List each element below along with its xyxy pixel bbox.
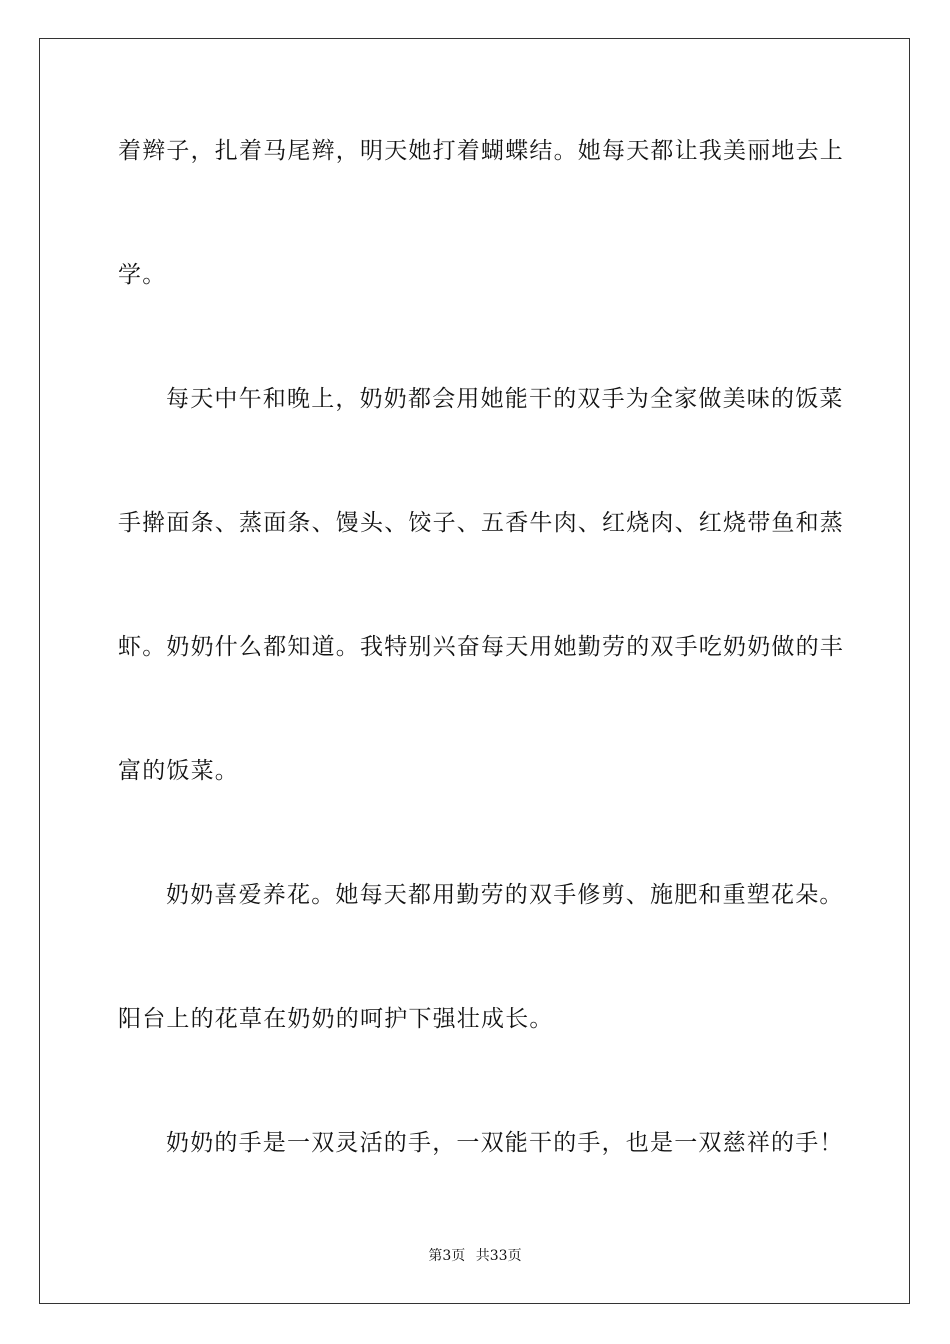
paragraph-line: 奶奶喜爱养花。她每天都用勤劳的双手修剪、施肥和重塑花朵。 [166,882,844,908]
paragraph-line: 虾。奶奶什么都知道。我特别兴奋每天用她勤劳的双手吃奶奶做的丰 [118,634,844,660]
page-total: 共33页 [475,1248,522,1264]
paragraph-line: 每天中午和晚上，奶奶都会用她能干的双手为全家做美味的饭菜 [166,386,844,412]
paragraph-line: 富的饭菜。 [118,758,239,784]
paragraph-line: 着辫子，扎着马尾辫，明天她打着蝴蝶结。她每天都让我美丽地去上 [118,138,844,164]
page-border [39,38,910,1304]
paragraph-line: 学。 [118,262,167,288]
page-number: 第3页 [428,1248,466,1264]
paragraph-line: 奶奶的手是一双灵活的手，一双能干的手，也是一双慈祥的手！ [166,1130,844,1156]
page-footer [0,1246,950,1266]
paragraph-line: 阳台上的花草在奶奶的呵护下强壮成长。 [118,1006,554,1032]
paragraph-line: 手擀面条、蒸面条、馒头、饺子、五香牛肉、红烧肉、红烧带鱼和蒸 [118,510,844,536]
